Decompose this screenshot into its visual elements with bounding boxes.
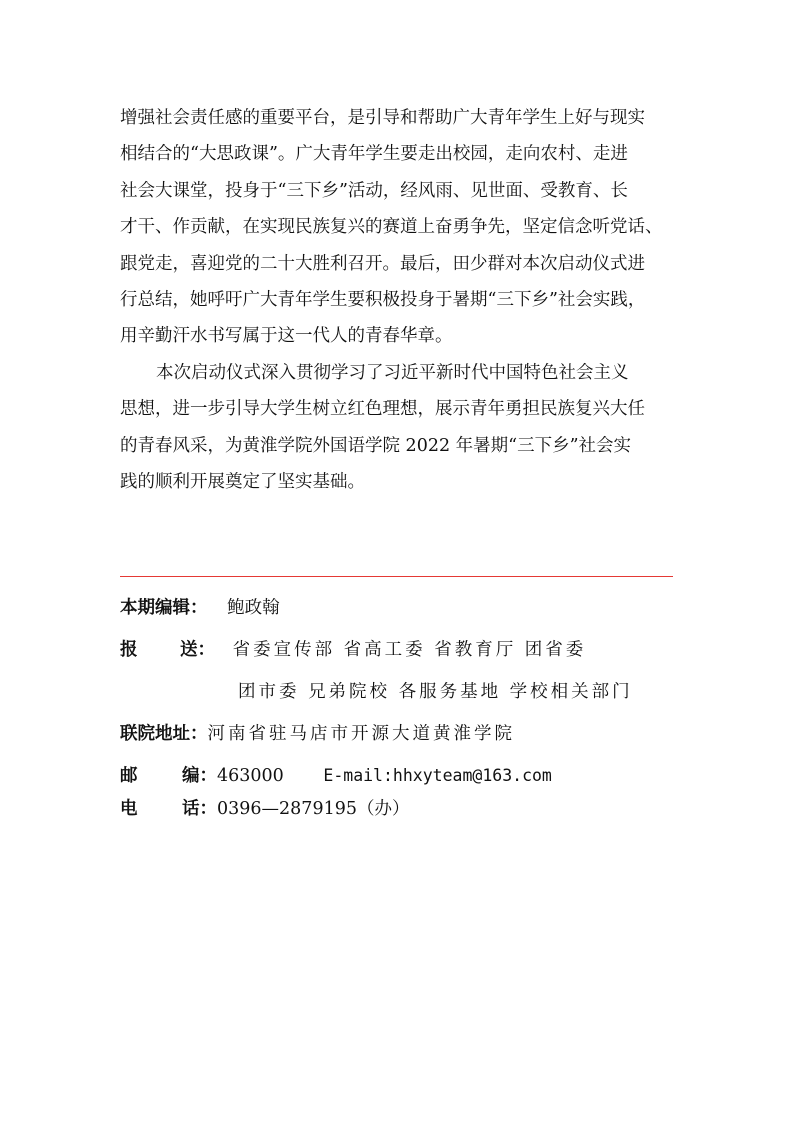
- paragraph-1: [120, 100, 676, 355]
- phone-row: [120, 795, 409, 820]
- report-recipients-2: 团市委 兄弟院校 各服务基地 学校相关部门: [238, 682, 633, 702]
- paragraph-line: 践的顺利开展奠定了坚实基础。: [120, 472, 365, 493]
- postcode-label-a: 邮: [120, 766, 138, 786]
- postcode-value: 463000: [217, 766, 284, 786]
- paragraph-line: 跟党走，喜迎党的二十大胜利召开。最后，田少群对本次启动仪式进: [120, 253, 645, 274]
- article-body: [120, 100, 676, 500]
- phone-label-b: 话：: [182, 799, 217, 819]
- paragraph-line: 本次启动仪式深入贯彻学习了习近平新时代中国特色社会主义: [156, 362, 629, 383]
- editor-row: [120, 594, 280, 619]
- paragraph-line: 相结合的“大思政课”。广大青年学生要走出校园，走向农村、走进: [120, 144, 628, 165]
- address-label: 联院地址：: [120, 724, 208, 744]
- postcode-row: [120, 762, 552, 787]
- report-label-a: 报: [120, 640, 138, 660]
- footer-divider: [120, 576, 673, 577]
- editor-name: 鲍政翰: [227, 598, 280, 618]
- email-value: E-mail:hhxyteam@163.com: [323, 766, 552, 785]
- paragraph-line: 思想，进一步引导大学生树立红色理想，展示青年勇担民族复兴大任: [120, 399, 645, 420]
- address-row: [120, 720, 515, 745]
- report-label-b: 送：: [180, 640, 215, 660]
- paragraph-2: [120, 355, 676, 501]
- paragraph-line: 行总结，她呼吁广大青年学生要积极投身于暑期“三下乡”社会实践，: [120, 290, 646, 311]
- address-value: 河南省驻马店市开源大道黄淮学院: [207, 724, 515, 744]
- report-row-2: [238, 678, 633, 703]
- phone-label-a: 电: [120, 799, 138, 819]
- report-recipients-1: 省委宣传部 省高工委 省教育厅 团省委: [232, 640, 587, 660]
- editor-label: 本期编辑：: [120, 598, 208, 618]
- phone-value: 0396—2879195（办）: [217, 799, 410, 819]
- postcode-label-b: 编：: [182, 766, 217, 786]
- paragraph-line: 才干、作贡献，在实现民族复兴的赛道上奋勇争先，坚定信念听党话、: [120, 217, 663, 238]
- paragraph-line: 增强社会责任感的重要平台，是引导和帮助广大青年学生上好与现实: [120, 108, 645, 128]
- report-row: [120, 636, 586, 661]
- paragraph-line: 的青春风采，为黄淮学院外国语学院 2022 年暑期“三下乡”社会实: [120, 435, 632, 456]
- paragraph-line: 社会大课堂，投身于“三下乡”活动，经风雨、见世面、受教育、长: [120, 180, 628, 201]
- paragraph-line: 用辛勤汗水书写属于这一代人的青春华章。: [120, 326, 453, 347]
